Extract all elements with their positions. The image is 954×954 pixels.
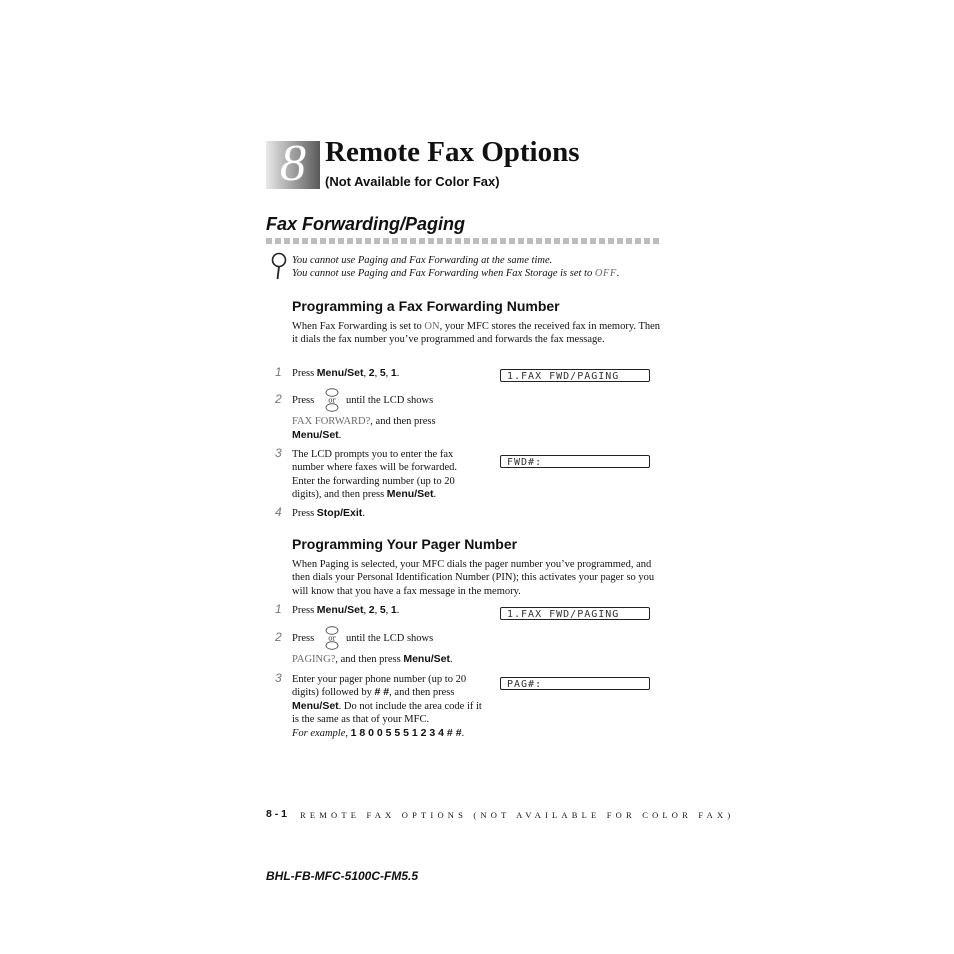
fwd-step-3-number: 3 — [275, 446, 282, 460]
section-divider — [266, 238, 660, 244]
note-line-1: You cannot use Paging and Fax Forwarding at the same time. — [292, 255, 553, 266]
forwarding-intro: When Fax Forwarding is set to ON, your MFC stores the received fax in memory. Then it dials the fax number you’ve programmed and forwards the fax message. — [292, 321, 661, 346]
chapter-number: 8 — [280, 135, 306, 192]
pager-step-3-number: 3 — [275, 671, 282, 685]
pager-step-2-until: until the LCD shows — [346, 633, 434, 644]
lcd-display: PAG#: — [500, 677, 650, 690]
note-pin-icon — [270, 252, 288, 280]
pager-step-1-text: Press Menu/Set, 2, 5, 1. — [292, 604, 400, 616]
fwd-step-1-number: 1 — [275, 365, 282, 379]
note-line-2: You cannot use Paging and Fax Forwarding when Fax Storage is set to OFF. — [292, 268, 620, 279]
lcd-display: FWD#: — [500, 455, 650, 468]
or-label: or — [328, 396, 336, 405]
fwd-step-3-text: The LCD prompts you to enter the fax number where faxes will be forwarded. Enter the forwarding number (up to 20 digits), and then press Menu/Set. — [292, 449, 458, 501]
lcd-display: 1.FAX FWD/PAGING — [500, 607, 650, 620]
note-value-off: OFF — [594, 268, 617, 279]
fwd-step-2-number: 2 — [275, 392, 282, 406]
or-label: or — [328, 634, 336, 643]
pager-step-2-number: 2 — [275, 630, 282, 644]
fwd-step-2-keys: Menu/Set. — [292, 429, 342, 441]
fwd-step-2-press: Press — [292, 395, 315, 406]
pager-step-3-text: Enter your pager phone number (up to 20 digits) followed by # #, and then press Menu/Set. Do not include the area code if it is the same as that of your MFC. For example, 1 8 0 0 5 5 5 1 2 3 4 # #. — [292, 674, 482, 739]
pager-intro: When Paging is selected, your MFC dials the pager number you’ve programmed, and then dials your Personal Identification Number (PIN); this activates your pager so you will know that you have a fax message in the memory. — [292, 559, 655, 597]
fwd-step-4-text: Press Stop/Exit. — [292, 507, 365, 519]
running-footer: REMOTE FAX OPTIONS (NOT AVAILABLE FOR COLOR FAX) — [300, 810, 735, 820]
up-down-arrow-icon — [324, 626, 340, 650]
pager-step-1-number: 1 — [275, 602, 282, 616]
lcd-display: 1.FAX FWD/PAGING — [500, 369, 650, 382]
pager-step-2-press: Press — [292, 633, 315, 644]
pager-step-2-value: PAGING?, and then press Menu/Set. — [292, 653, 453, 665]
page-subtitle: (Not Available for Color Fax) — [325, 174, 500, 189]
section-title: Fax Forwarding/Paging — [266, 214, 466, 234]
document-code: BHL-FB-MFC-5100C-FM5.5 — [266, 869, 419, 883]
page-number: 8 - 1 — [266, 808, 288, 820]
fwd-step-2-until: until the LCD shows — [346, 395, 434, 406]
fwd-step-4-number: 4 — [275, 505, 282, 519]
fwd-step-1-text: Press Menu/Set, 2, 5, 1. — [292, 367, 400, 379]
fwd-step-2-value: FAX FORWARD?, and then press — [292, 416, 436, 427]
pager-heading: Programming Your Pager Number — [292, 536, 518, 552]
forwarding-heading: Programming a Fax Forwarding Number — [292, 298, 560, 314]
up-down-arrow-icon — [324, 388, 340, 412]
page-title: Remote Fax Options — [325, 136, 580, 168]
